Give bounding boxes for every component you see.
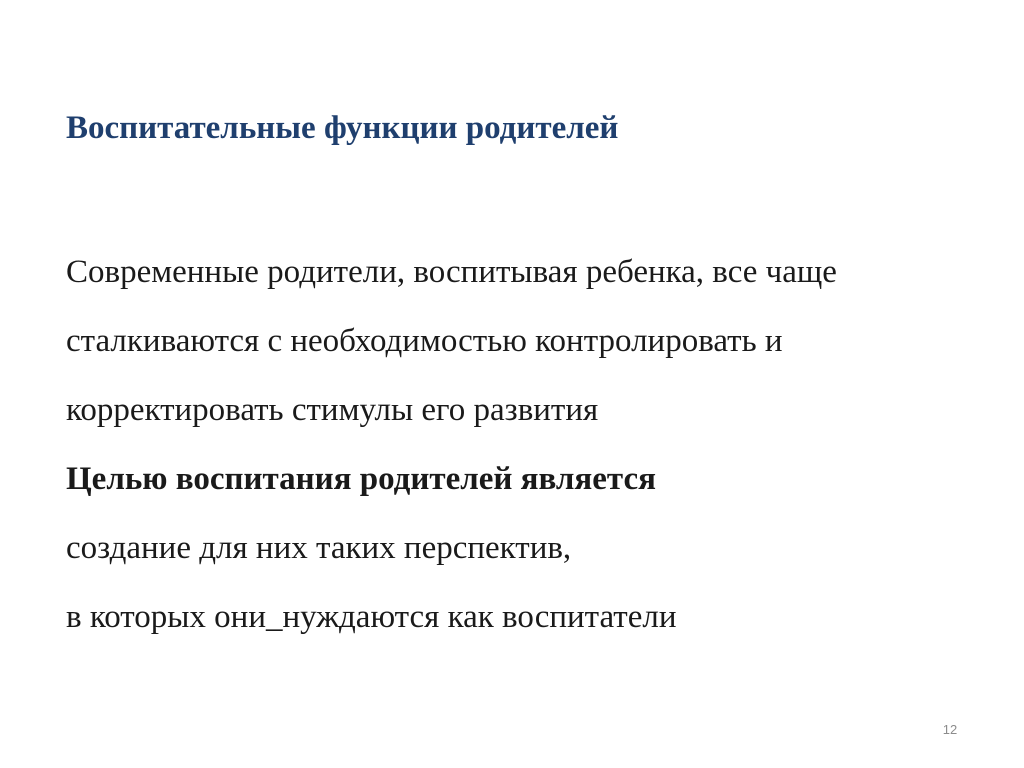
body-line: сталкиваются с необходимостью контролировать и xyxy=(66,323,783,359)
body-line: в которых они_нуждаются как воспитатели xyxy=(66,599,677,635)
slide-title: Воспитательные функции родителей xyxy=(66,110,619,146)
body-line-emphasis: Целью воспитания родителей является xyxy=(66,461,657,497)
slide-body xyxy=(66,238,1011,652)
body-line: Современные родители, воспитывая ребенка, все чаще xyxy=(66,254,837,290)
body-line: создание для них таких перспектив, xyxy=(66,530,572,566)
page-number: 12 xyxy=(942,722,958,737)
body-line: корректировать стимулы его развития xyxy=(66,392,599,428)
